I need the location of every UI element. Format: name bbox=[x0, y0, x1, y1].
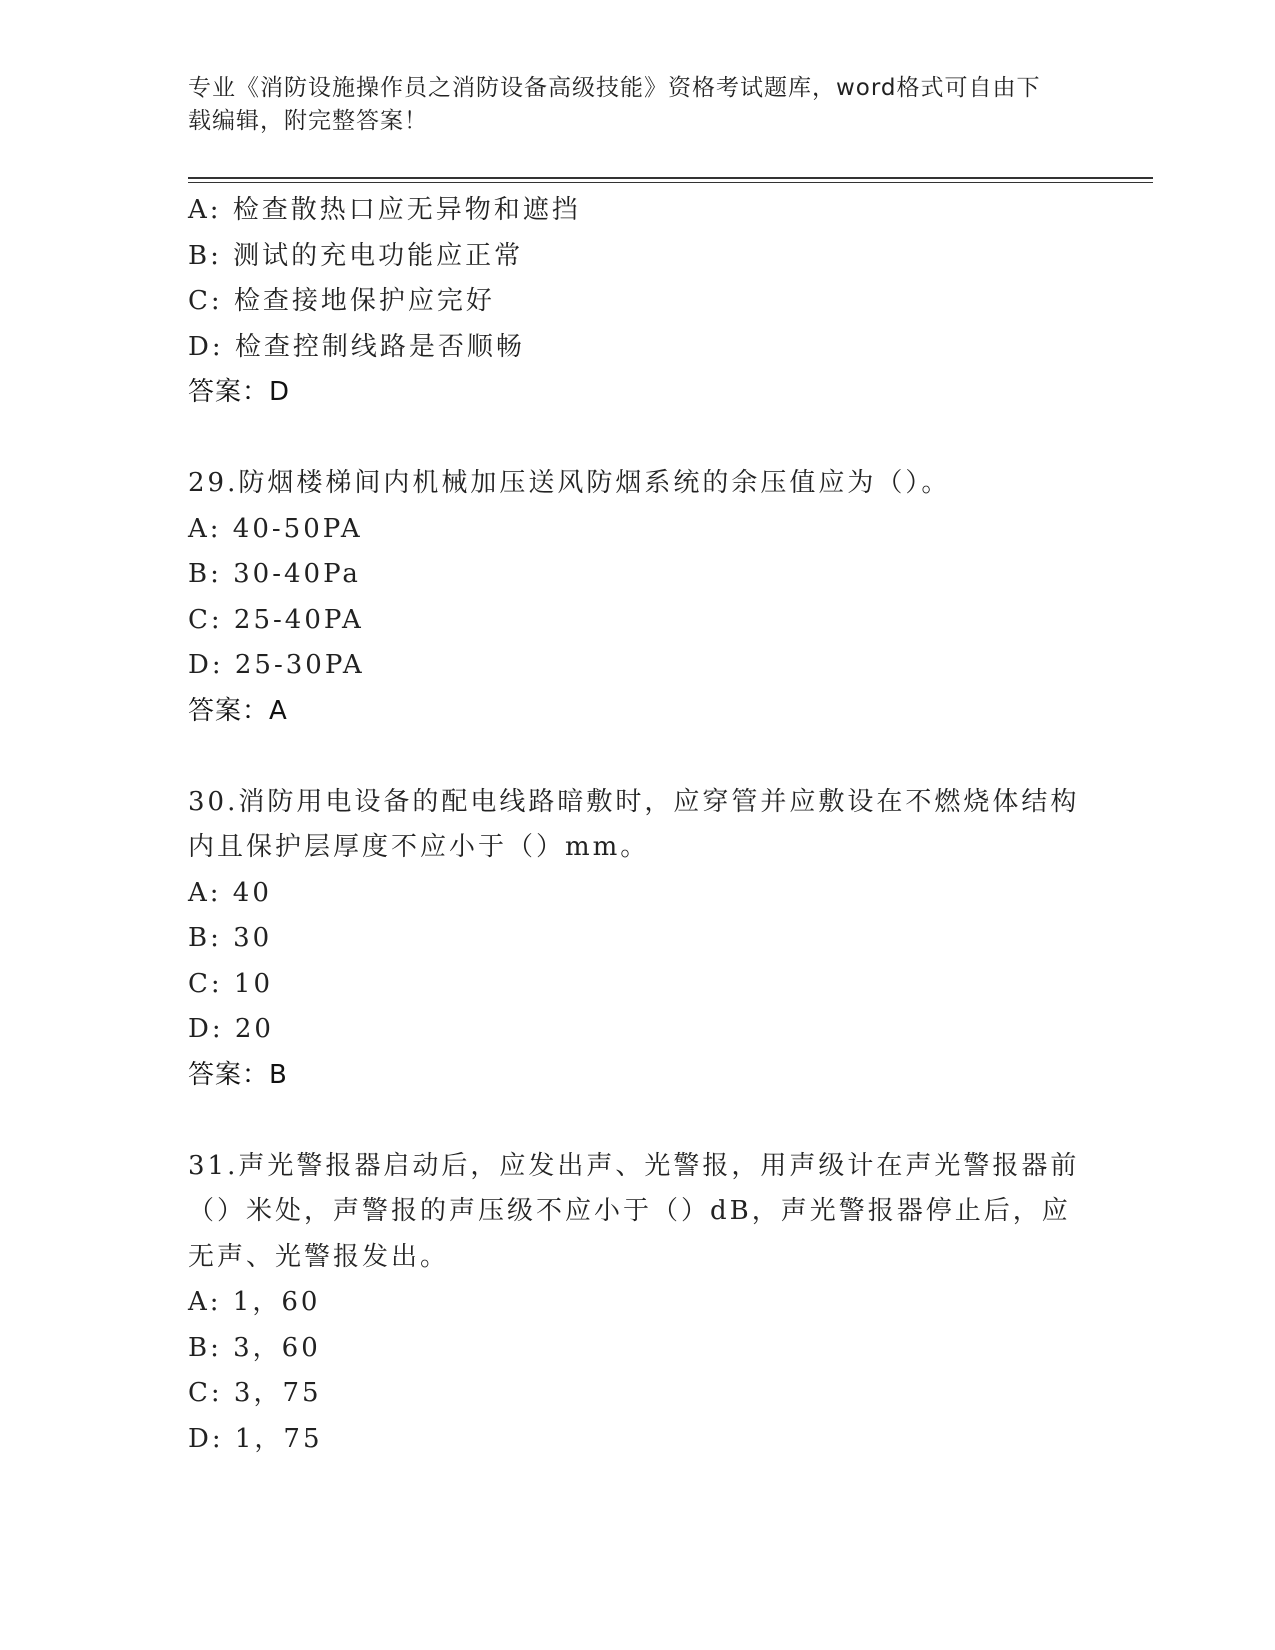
header-line-1: 专业《消防设施操作员之消防设备高级技能》资格考试题库，word格式可自由下 bbox=[188, 75, 1041, 101]
question-line: 29.防烟楼梯间内机械加压送风防烟系统的余压值应为（）。 bbox=[188, 468, 951, 498]
question-block-29 bbox=[188, 461, 1088, 734]
question-text bbox=[188, 780, 1088, 871]
answer-line: 答案：B bbox=[188, 1059, 288, 1090]
option-d: D: 1，75 bbox=[188, 1423, 323, 1454]
question-block-28 bbox=[188, 188, 1088, 416]
question-block-31 bbox=[188, 1144, 1088, 1463]
option-b: B: 30-40Pa bbox=[188, 559, 361, 589]
spacer bbox=[188, 416, 1088, 462]
spacer bbox=[188, 734, 1088, 780]
option-d: D: 检查控制线路是否顺畅 bbox=[188, 331, 525, 362]
question-block-30 bbox=[188, 780, 1088, 1099]
spacer bbox=[188, 1098, 1088, 1144]
option-d: D: 25-30PA bbox=[188, 650, 365, 680]
question-line: （）米处，声警报的声压级不应小于（）dB，声光警报器停止后，应 bbox=[188, 1196, 1071, 1226]
option-c: C: 检查接地保护应完好 bbox=[188, 286, 495, 316]
option-b: B: 3，60 bbox=[188, 1332, 321, 1363]
option-b: B: 测试的充电功能应正常 bbox=[188, 240, 524, 271]
option-d: D: 20 bbox=[188, 1014, 274, 1044]
question-text bbox=[188, 461, 1088, 507]
option-a: A: 1，60 bbox=[188, 1287, 321, 1317]
question-list bbox=[188, 188, 1088, 1462]
answer-line: 答案：A bbox=[188, 695, 288, 726]
header-divider bbox=[188, 177, 1153, 183]
question-line: 30.消防用电设备的配电线路暗敷时，应穿管并应敷设在不燃烧体结构 bbox=[188, 786, 1080, 817]
question-line: 无声、光警报发出。 bbox=[188, 1241, 450, 1272]
option-c: C: 25-40PA bbox=[188, 604, 364, 635]
option-b: B: 30 bbox=[188, 923, 273, 953]
header-line-2: 载编辑，附完整答案！ bbox=[188, 108, 428, 134]
question-line: 31.声光警报器启动后，应发出声、光警报，用声级计在声光警报器前 bbox=[188, 1150, 1080, 1181]
option-c: C: 10 bbox=[188, 968, 274, 999]
question-line: 内且保护层厚度不应小于（）mm。 bbox=[188, 832, 650, 862]
question-text bbox=[188, 1144, 1088, 1281]
option-c: C: 3，75 bbox=[188, 1378, 322, 1408]
option-a: A: 40 bbox=[188, 877, 272, 908]
document-header bbox=[188, 72, 1068, 138]
option-a: A: 检查散热口应无异物和遮挡 bbox=[188, 195, 581, 225]
option-a: A: 40-50PA bbox=[188, 513, 363, 544]
answer-line: 答案：D bbox=[188, 377, 291, 407]
